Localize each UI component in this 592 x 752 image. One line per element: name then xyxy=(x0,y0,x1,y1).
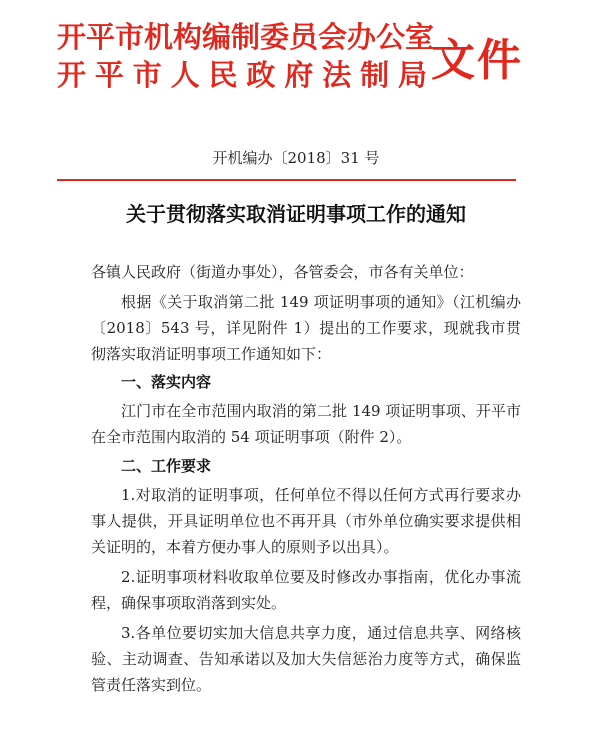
requirement-2: 2.证明事项材料收取单位要及时修改办事指南，优化办事流程，确保事项取消落到实处。 xyxy=(91,568,521,612)
intro-paragraph: 根据《关于取消第二批 149 项证明事项的通知》（江机编办〔2018〕543 号，详见附件 1）提出的工作要求，现就我市贯彻落实取消证明事项工作通知如下： xyxy=(91,293,521,363)
document-number: 开机编办〔2018〕31 号 xyxy=(212,149,380,167)
requirement-1: 1.对取消的证明事项，任何单位不得以任何方式再行要求办事人提供，开具证明单位也不再开具（市外单位确实要求提供相关证明的，本着方便办事人的原则予以出具）。 xyxy=(91,486,521,556)
issuer-line-2: 开平市人民政府法制局 xyxy=(57,58,427,92)
issuer-line-1: 开平市机构编制委员会办公室 xyxy=(57,20,435,54)
issuer-block xyxy=(57,18,435,94)
section-heading-1: 一、落实内容 xyxy=(121,373,212,391)
section-1-paragraph: 江门市在全市范围内取消的第二批 149 项证明事项、开平市在全市范围内取消的 54 项证明事项（附件 2）。 xyxy=(91,402,521,446)
document-title: 关于贯彻落实取消证明事项工作的通知 xyxy=(126,202,466,226)
doc-type-label: 文件 xyxy=(431,35,523,86)
red-divider xyxy=(57,179,516,181)
requirement-3: 3.各单位要切实加大信息共享力度，通过信息共享、网络核验、主动调查、告知承诺以及加大失信惩治力度等方式，确保监管责任落实到位。 xyxy=(91,624,521,694)
section-heading-2: 二、工作要求 xyxy=(121,457,212,475)
salutation: 各镇人民政府（街道办事处），各管委会，市各有关单位： xyxy=(91,263,474,281)
document-body xyxy=(91,259,521,698)
